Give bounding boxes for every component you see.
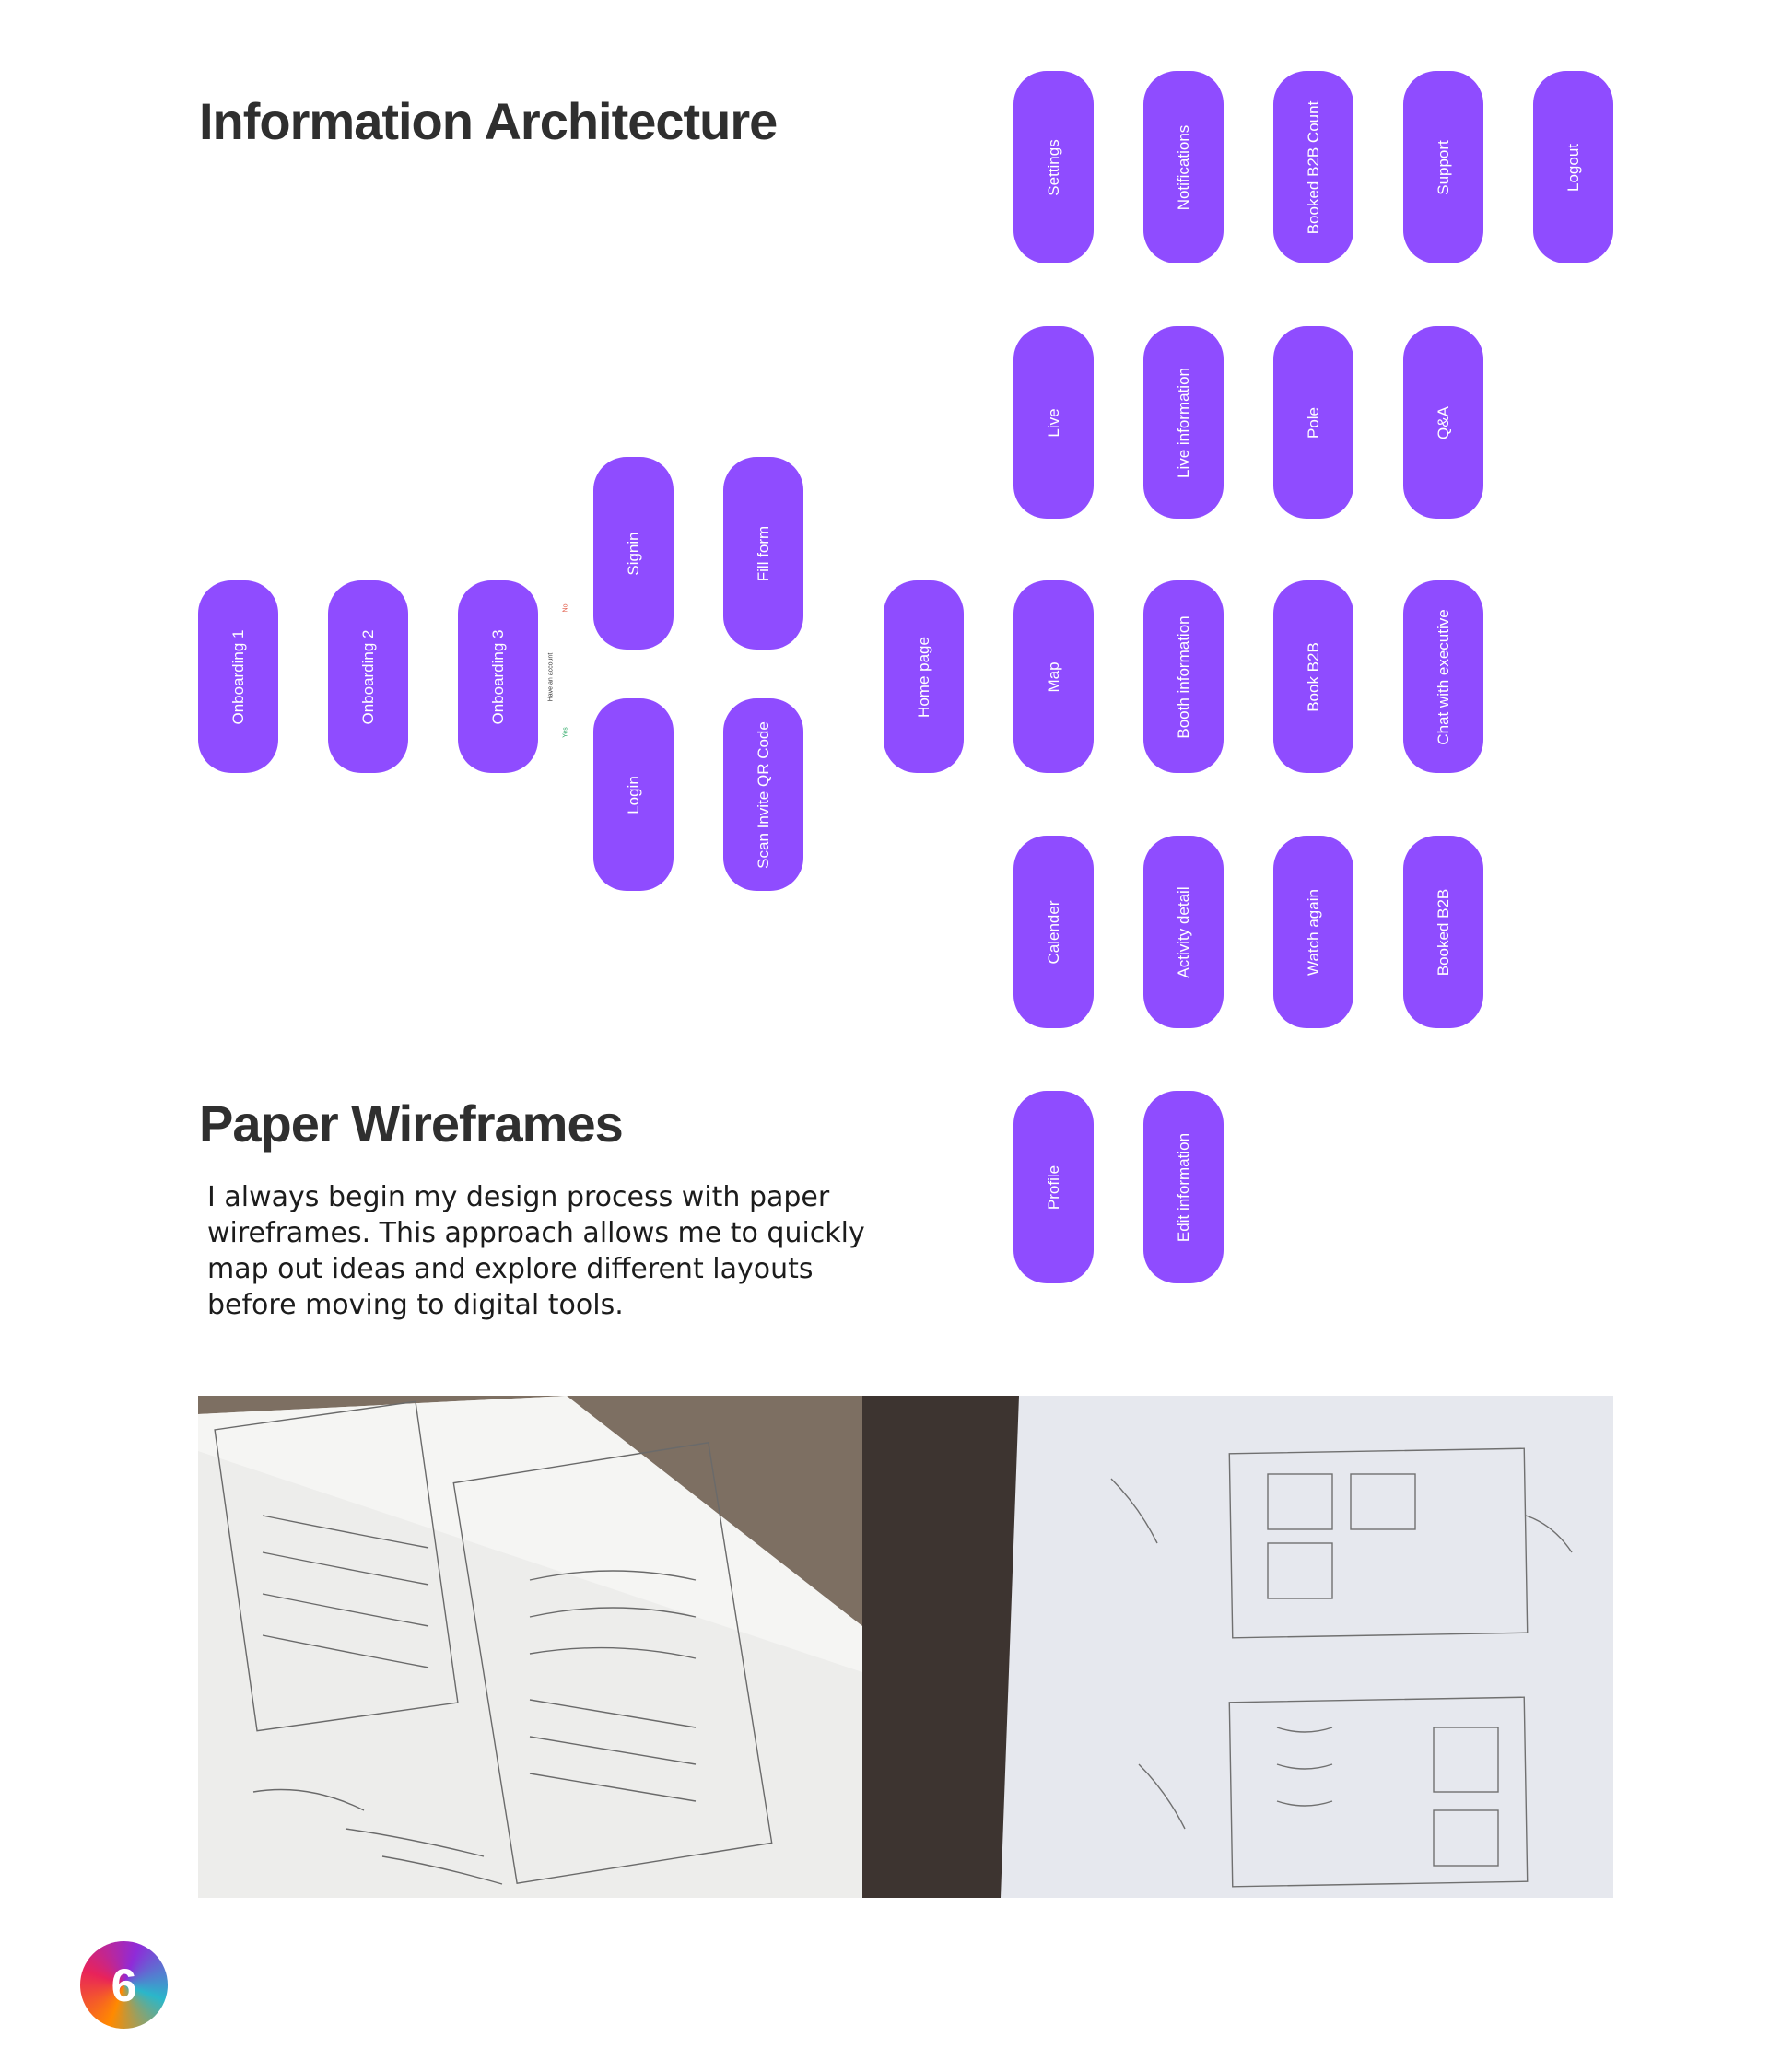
node-notifications bbox=[1143, 71, 1224, 263]
branch-question-label: Have an account bbox=[547, 652, 555, 702]
node-support bbox=[1403, 71, 1483, 263]
node-booked-b2b bbox=[1403, 836, 1483, 1028]
node-onboarding-3 bbox=[458, 580, 538, 773]
node-label: Edit information bbox=[1174, 1132, 1192, 1242]
node-watch-again bbox=[1273, 836, 1353, 1028]
node-label: Home page bbox=[914, 636, 932, 718]
node-label: Watch again bbox=[1304, 888, 1322, 976]
node-qa bbox=[1403, 326, 1483, 519]
node-booked-b2b-count bbox=[1273, 71, 1353, 263]
paper-wireframe-sketch-photo-icon bbox=[862, 1396, 1613, 1898]
node-label: Support bbox=[1434, 139, 1452, 195]
node-label: Map bbox=[1044, 661, 1062, 693]
node-label: Onboarding 3 bbox=[488, 628, 507, 725]
node-label: Booth information bbox=[1174, 615, 1192, 739]
node-signin bbox=[593, 457, 674, 650]
node-logout bbox=[1533, 71, 1613, 263]
node-label: Pole bbox=[1304, 406, 1322, 439]
node-label: Chat with executive bbox=[1434, 608, 1452, 745]
paper-wireframe-sketch-photo-icon bbox=[198, 1396, 862, 1898]
paper-wireframe-photo-right bbox=[862, 1396, 1613, 1898]
node-onboarding-2 bbox=[328, 580, 408, 773]
node-label: Login bbox=[624, 775, 642, 814]
paper-wireframes-heading: Paper Wireframes bbox=[199, 1095, 623, 1153]
node-book-b2b bbox=[1273, 580, 1353, 773]
node-label: Logout bbox=[1564, 143, 1582, 192]
node-scan-invite-qr-code bbox=[723, 698, 803, 891]
node-pole bbox=[1273, 326, 1353, 519]
node-label: Live bbox=[1044, 407, 1062, 438]
node-booth-information bbox=[1143, 580, 1224, 773]
node-label: Notifications bbox=[1174, 124, 1192, 210]
node-label: Profile bbox=[1044, 1165, 1062, 1210]
node-label: Booked B2B bbox=[1434, 888, 1452, 976]
node-live-information bbox=[1143, 326, 1224, 519]
node-label: Booked B2B Count bbox=[1304, 100, 1322, 234]
node-label: Fill form bbox=[754, 525, 772, 581]
node-profile bbox=[1013, 1091, 1094, 1283]
node-fill-form bbox=[723, 457, 803, 650]
node-label: Onboarding 2 bbox=[358, 628, 377, 725]
node-label: Onboarding 1 bbox=[228, 628, 247, 725]
node-edit-information bbox=[1143, 1091, 1224, 1283]
node-chat-with-executive bbox=[1403, 580, 1483, 773]
branch-no-label: No bbox=[562, 603, 569, 613]
node-label: Q&A bbox=[1434, 405, 1452, 439]
node-settings bbox=[1013, 71, 1094, 263]
information-architecture-heading: Information Architecture bbox=[199, 92, 778, 150]
page-number-badge bbox=[80, 1941, 168, 2029]
node-label: Scan Invite QR Code bbox=[754, 720, 772, 869]
node-map bbox=[1013, 580, 1094, 773]
node-label: Book B2B bbox=[1304, 641, 1322, 712]
node-label: Signin bbox=[624, 531, 642, 576]
node-label: Settings bbox=[1044, 138, 1062, 196]
node-label: Live information bbox=[1174, 367, 1192, 478]
node-label: Activity detail bbox=[1174, 885, 1192, 978]
paper-wireframe-photo-left bbox=[198, 1396, 862, 1898]
node-calender bbox=[1013, 836, 1094, 1028]
node-login bbox=[593, 698, 674, 891]
node-label: Calender bbox=[1044, 900, 1062, 964]
branch-yes-label: Yes bbox=[562, 727, 569, 738]
node-onboarding-1 bbox=[198, 580, 278, 773]
node-home-page bbox=[884, 580, 964, 773]
node-activity-detail bbox=[1143, 836, 1224, 1028]
intro-paragraph: I always begin my design process with paper wireframes. This approach allows me to quickly map out ideas and explore different layouts before moving to digital tools. bbox=[207, 1181, 865, 1321]
page-number: 6 bbox=[111, 1959, 137, 2011]
node-live bbox=[1013, 326, 1094, 519]
